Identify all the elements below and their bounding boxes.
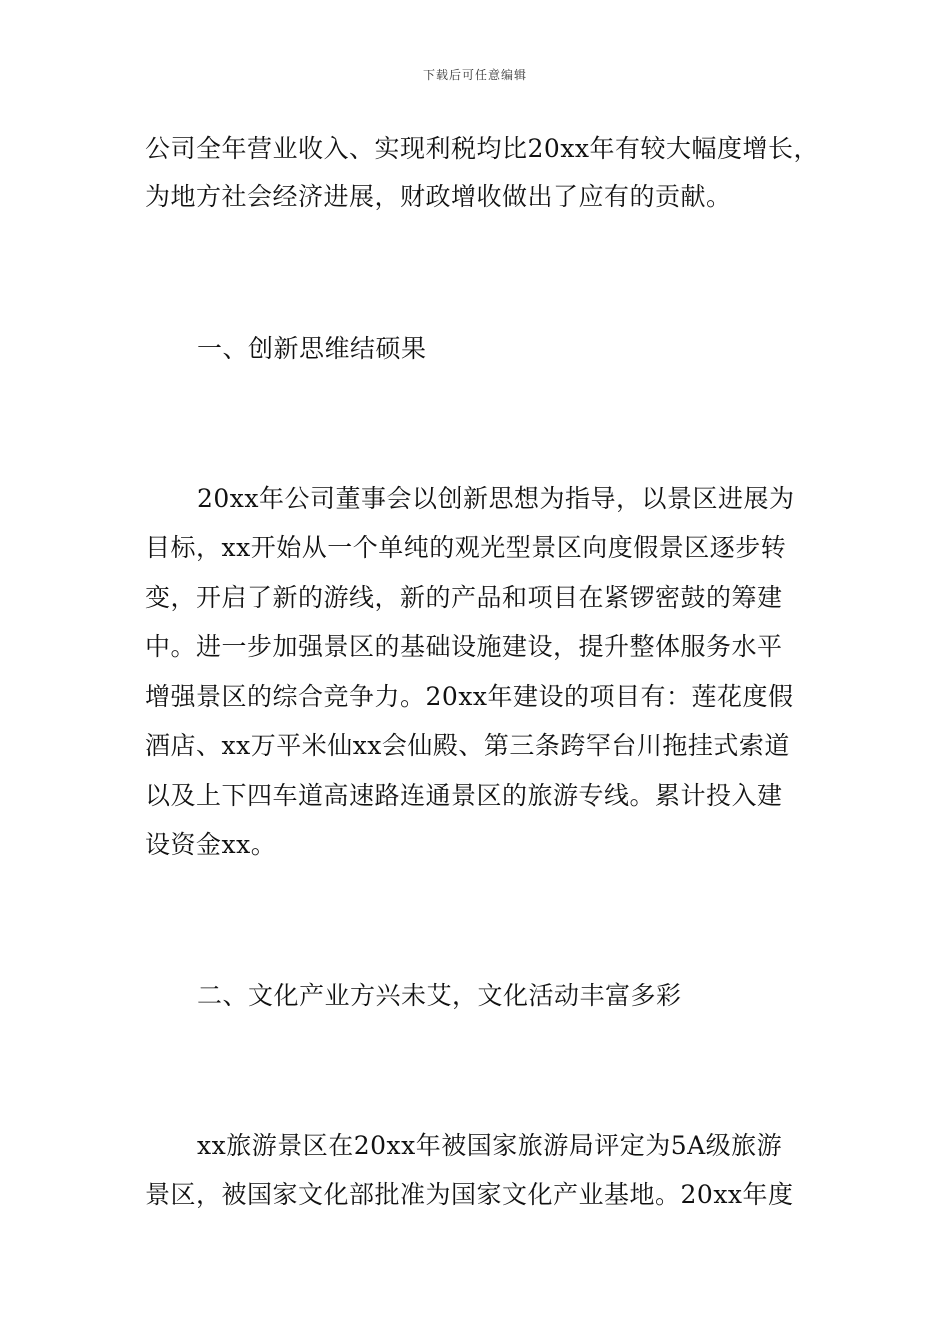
section-1-heading: 一、创新思维结硕果 [197,334,427,363]
section-1-line-6: 酒店、xx万平米仙xx会仙殿、第三条跨罕台川拖挂式索道 [145,731,790,760]
section-1-line-4: 中。进一步加强景区的基础设施建设，提升整体服务水平 [145,632,783,661]
section-1-line-2: 目标，xx开始从一个单纯的观光型景区向度假景区逐步转 [145,533,787,562]
section-2-line-2: 景区，被国家文化部批准为国家文化产业基地。20xx年度 [145,1180,794,1209]
intro-line-2: 为地方社会经济进展，财政增收做出了应有的贡献。 [145,182,732,211]
section-2-line-1: xx旅游景区在20xx年被国家旅游局评定为5A级旅游 [197,1131,783,1160]
page-header: 下载后可任意编辑 [422,68,527,82]
section-1-line-5: 增强景区的综合竞争力。20xx年建设的项目有：莲花度假 [145,682,794,711]
section-1-line-8: 设资金xx。 [145,830,277,859]
section-2-heading: 二、文化产业方兴未艾，文化活动丰富多彩 [197,981,682,1010]
intro-line-1: 公司全年营业收入、实现利税均比20xx年有较大幅度增长， [145,134,820,163]
section-1-line-1: 20xx年公司董事会以创新思想为指导，以景区进展为 [197,484,795,513]
section-1-line-3: 变，开启了新的游线，新的产品和项目在紧锣密鼓的筹建 [145,583,783,612]
section-1-line-7: 以及上下四车道高速路连通景区的旅游专线。累计投入建 [145,781,783,810]
